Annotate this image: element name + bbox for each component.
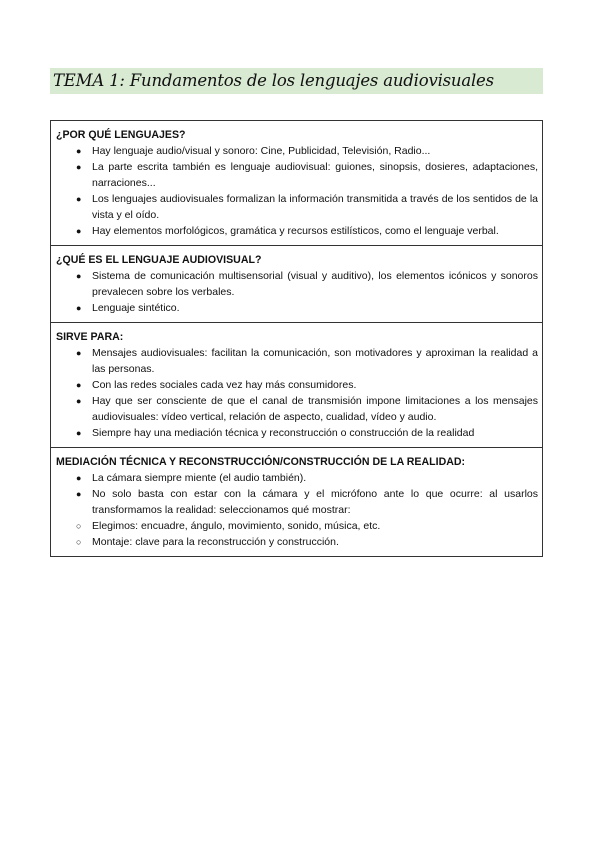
hollow-bullet-icon: ○ [76, 521, 82, 531]
list-item: ● Sistema de comunicación multisensorial (visual y auditivo), los elementos icónicos y sonoros prevalecen sobre los verbales. [76, 270, 538, 298]
list-item: ● Con las redes sociales cada vez hay más consumidores. [76, 379, 357, 391]
section-que-es-lenguaje-audiovisual [51, 245, 542, 322]
bullet-icon: ● [76, 146, 82, 156]
title-banner [50, 68, 543, 94]
list-item: ● Hay lenguaje audio/visual y sonoro: Cine, Publicidad, Televisión, Radio... [76, 145, 431, 157]
bullet-list [56, 268, 538, 316]
bullet-icon: ● [76, 194, 82, 204]
bullet-icon: ● [76, 226, 82, 236]
list-item: ● Mensajes audiovisuales: facilitan la comunicación, son motivadores y aproximan la realidad a las personas. [76, 347, 538, 375]
list-item: ● La parte escrita también es lenguaje audiovisual: guiones, sinopsis, dosieres, adaptaciones, narraciones... [76, 161, 538, 189]
bullet-icon: ● [76, 348, 82, 358]
bullet-icon: ● [76, 428, 82, 438]
bullet-list [56, 143, 538, 239]
bullet-icon: ● [76, 396, 82, 406]
section-heading: ¿POR QUÉ LENGUAJES? [56, 129, 186, 141]
content-table [50, 120, 543, 557]
bullet-icon: ● [76, 380, 82, 390]
bullet-icon: ● [76, 489, 82, 499]
list-item: ● Hay que ser consciente de que el canal de transmisión impone limitaciones a los mensajes audiovisuales: vídeo vertical, relación de aspecto, cualidad, vídeo y audio. [76, 395, 538, 423]
sub-list-item: ○ Elegimos: encuadre, ángulo, movimiento, sonido, música, etc. [76, 520, 381, 532]
bullet-icon: ● [76, 162, 82, 172]
list-item: ● Siempre hay una mediación técnica y reconstrucción o construcción de la realidad [76, 427, 475, 439]
list-item: ● Lenguaje sintético. [76, 302, 180, 314]
bullet-icon: ● [76, 303, 82, 313]
section-mediacion-tecnica [51, 447, 542, 556]
section-heading: SIRVE PARA: [56, 331, 124, 343]
section-sirve-para [51, 322, 542, 447]
section-heading: MEDIACIÓN TÉCNICA Y RECONSTRUCCIÓN/CONSTRUCCIÓN DE LA REALIDAD: [56, 456, 466, 468]
bullet-icon: ● [76, 271, 82, 281]
list-item: ● Hay elementos morfológicos, gramática y recursos estilísticos, como el lenguaje verbal. [76, 225, 499, 237]
list-item: ● La cámara siempre miente (el audio también). [76, 472, 307, 484]
list-item: ● Los lenguajes audiovisuales formalizan la información transmitida a través de los sentidos de la vista y el oído. [76, 193, 538, 221]
section-heading: ¿QUÉ ES EL LENGUAJE AUDIOVISUAL? [56, 254, 262, 266]
page-title: TEMA 1: Fundamentos de los lenguajes audiovisuales [53, 71, 494, 90]
list-item: ● No solo basta con estar con la cámara y el micrófono ante lo que ocurre: al usarlos transformamos la realidad: seleccionamos qué mostrar: [76, 488, 538, 516]
section-por-que-lenguajes [51, 121, 542, 245]
sub-list-item: ○ Montaje: clave para la reconstrucción y construcción. [76, 536, 339, 548]
bullet-list [56, 345, 538, 441]
hollow-bullet-icon: ○ [76, 537, 82, 547]
bullet-icon: ● [76, 473, 82, 483]
bullet-list [56, 470, 538, 550]
